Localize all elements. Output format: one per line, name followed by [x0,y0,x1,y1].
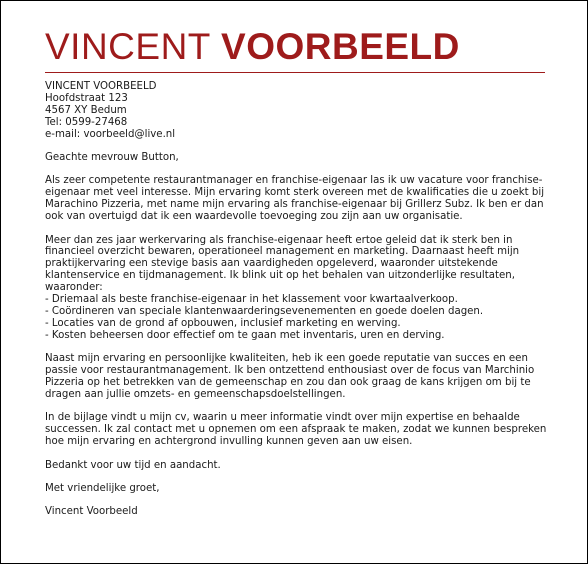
address-line-street: Hoofdstraat 123 [45,92,128,104]
list-item: - Kosten beheersen door effectief om te gaan met inventaris, uren en derving. [45,329,445,341]
paragraph-intro-text: Als zeer competente restaurantmanager en franchise-eigenaar las ik uw vacature voor franchise-eigenaar met veel interesse. Mijn ervaring komt sterk overeen met de kwalificaties die u zoekt bij Marachino Pizzeria, met name mijn ervaring als franchise-eigenaar bij Grillerz Subz. Ik ben er dan ook van overtuigd dat ik een waardevolle toevoeging zou zijn aan uw organisatie. [45,175,545,223]
paragraph-experience [45,235,550,342]
paragraph-qualities-text: Naast mijn ervaring en persoonlijke kwaliteiten, heb ik een goede reputatie van succes en een passie voor restaurantmanagement. Ik ben ontzettend enthousiast over de focus van Marchinio Pizzeria op het betrekken van de gemeenschap en zou dan ook graag de kans krijgen om bij te dragen aan jullie omzets- en gemeenschapsdoelstellingen. [45,353,535,400]
paragraph-attachment [45,412,550,448]
achievement-list [45,294,550,342]
sender-address [45,81,550,141]
closing-line: Met vriendelijke groet, [45,482,160,494]
letter-header [45,25,545,73]
last-name: VOORBEELD [221,26,460,67]
signature-name: Vincent Voorbeeld [45,506,138,518]
paragraph-experience-text: Meer dan zes jaar werkervaring als franchise-eigenaar heeft ertoe geleid dat ik sterk ben in financieel overzicht bewaren, operationeel management en marketing. Daarnaast heeft mijn praktijkervaring een stevige basis aan vaardigheden opgeleverd, waaronder uitstekende klantenservice en tijdmanagement. Ik blink uit op het behalen van uitzonderlijke resultaten, waaronder: [45,234,520,294]
paragraph-qualities [45,353,550,401]
address-line-name: VINCENT VOORBEELD [45,81,157,92]
salutation: Geachte mevrouw Button, [45,152,179,164]
address-line-city: 4567 XY Bedum [45,104,127,116]
list-item: - Locaties van de grond af opbouwen, inclusief marketing en werving. [45,317,401,329]
header-rule [45,72,545,73]
applicant-name-title [45,25,545,69]
letter-body [45,81,550,518]
address-line-phone: Tel: 0599-27468 [45,116,128,128]
list-item: - Coördineren van speciale klantenwaarderingsevenementen en goede doelen dagen. [45,306,484,317]
list-item: - Driemaal als beste franchise-eigenaar in het klassement voor kwartaalverkoop. [45,294,458,306]
thanks-line: Bedankt voor uw tijd en aandacht. [45,459,221,471]
first-name: VINCENT [45,26,211,67]
paragraph-intro [45,175,550,223]
address-line-email: e-mail: voorbeeld@live.nl [45,128,176,140]
paragraph-attachment-text: In de bijlage vindt u mijn cv, waarin u meer informatie vindt over mijn expertise en behaalde successen. Ik zal contact met u opnemen om een afspraak te maken, zodat we kunnen bespreken hoe mijn ervaring en achtergrond invulling kunnen geven aan uw eisen. [45,412,547,448]
